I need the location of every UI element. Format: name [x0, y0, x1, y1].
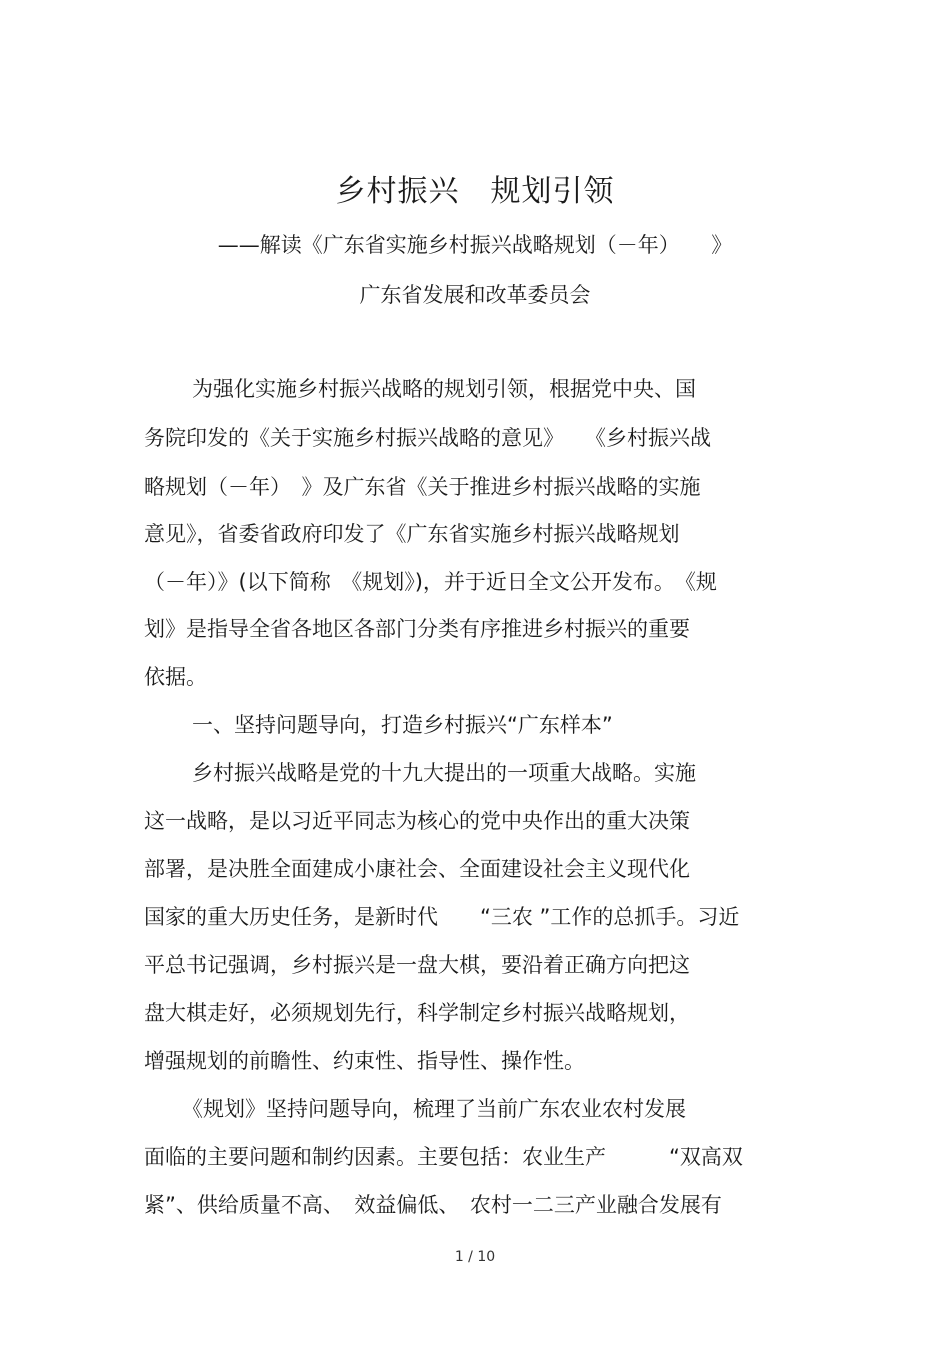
body-line: 紧”、供给质量不高、 效益偏低、 农村一二三产业融合发展有: [144, 1193, 722, 1217]
document-author: 广东省发展和改革委员会: [359, 283, 591, 307]
body-line: 略规划（－年） 》及广东省《关于推进乡村振兴战略的实施: [144, 475, 701, 499]
body-line: 划》是指导全省各地区各部门分类有序推进乡村振兴的重要: [144, 617, 690, 641]
body-line: 增强规划的前瞻性、约束性、指导性、操作性。: [144, 1049, 585, 1073]
body-line: 乡村振兴战略是党的十九大提出的一项重大战略。实施: [192, 761, 696, 785]
body-line: 平总书记强调，乡村振兴是一盘大棋，要沿着正确方向把这: [144, 953, 690, 977]
body-line: 《规划》坚持问题导向，梳理了当前广东农业农村发展: [182, 1097, 686, 1121]
body-line: 这一战略，是以习近平同志为核心的党中央作出的重大决策: [144, 809, 690, 833]
document-subtitle: ——解读《广东省实施乡村振兴战略规划（－年） 》: [217, 233, 733, 257]
body-line: （－年）》(以下简称 《规划》)，并于近日全文公开发布。 《规: [144, 570, 717, 594]
body-line: 面临的主要问题和制约因素。主要包括：农业生产 “双高双: [144, 1145, 743, 1169]
document-title: 乡村振兴 规划引领: [335, 174, 615, 209]
body-line: 盘大棋走好，必须规划先行，科学制定乡村振兴战略规划，: [144, 1001, 690, 1025]
page-indicator: 1 / 10: [454, 1249, 496, 1265]
body-line: 依据。: [144, 665, 207, 689]
section-heading: 一、坚持问题导向，打造乡村振兴“广东样本”: [192, 713, 613, 737]
body-line: 意见》，省委省政府印发了《广东省实施乡村振兴战略规划: [144, 522, 680, 546]
body-line: 务院印发的《关于实施乡村振兴战略的意见》 《乡村振兴战: [144, 426, 711, 450]
body-line: 为强化实施乡村振兴战略的规划引领，根据党中央、国: [192, 377, 696, 401]
body-line: 国家的重大历史任务，是新时代 “三农 ”工作的总抓手。习近: [144, 905, 740, 929]
body-line: 部署，是决胜全面建成小康社会、全面建设社会主义现代化: [144, 857, 690, 881]
